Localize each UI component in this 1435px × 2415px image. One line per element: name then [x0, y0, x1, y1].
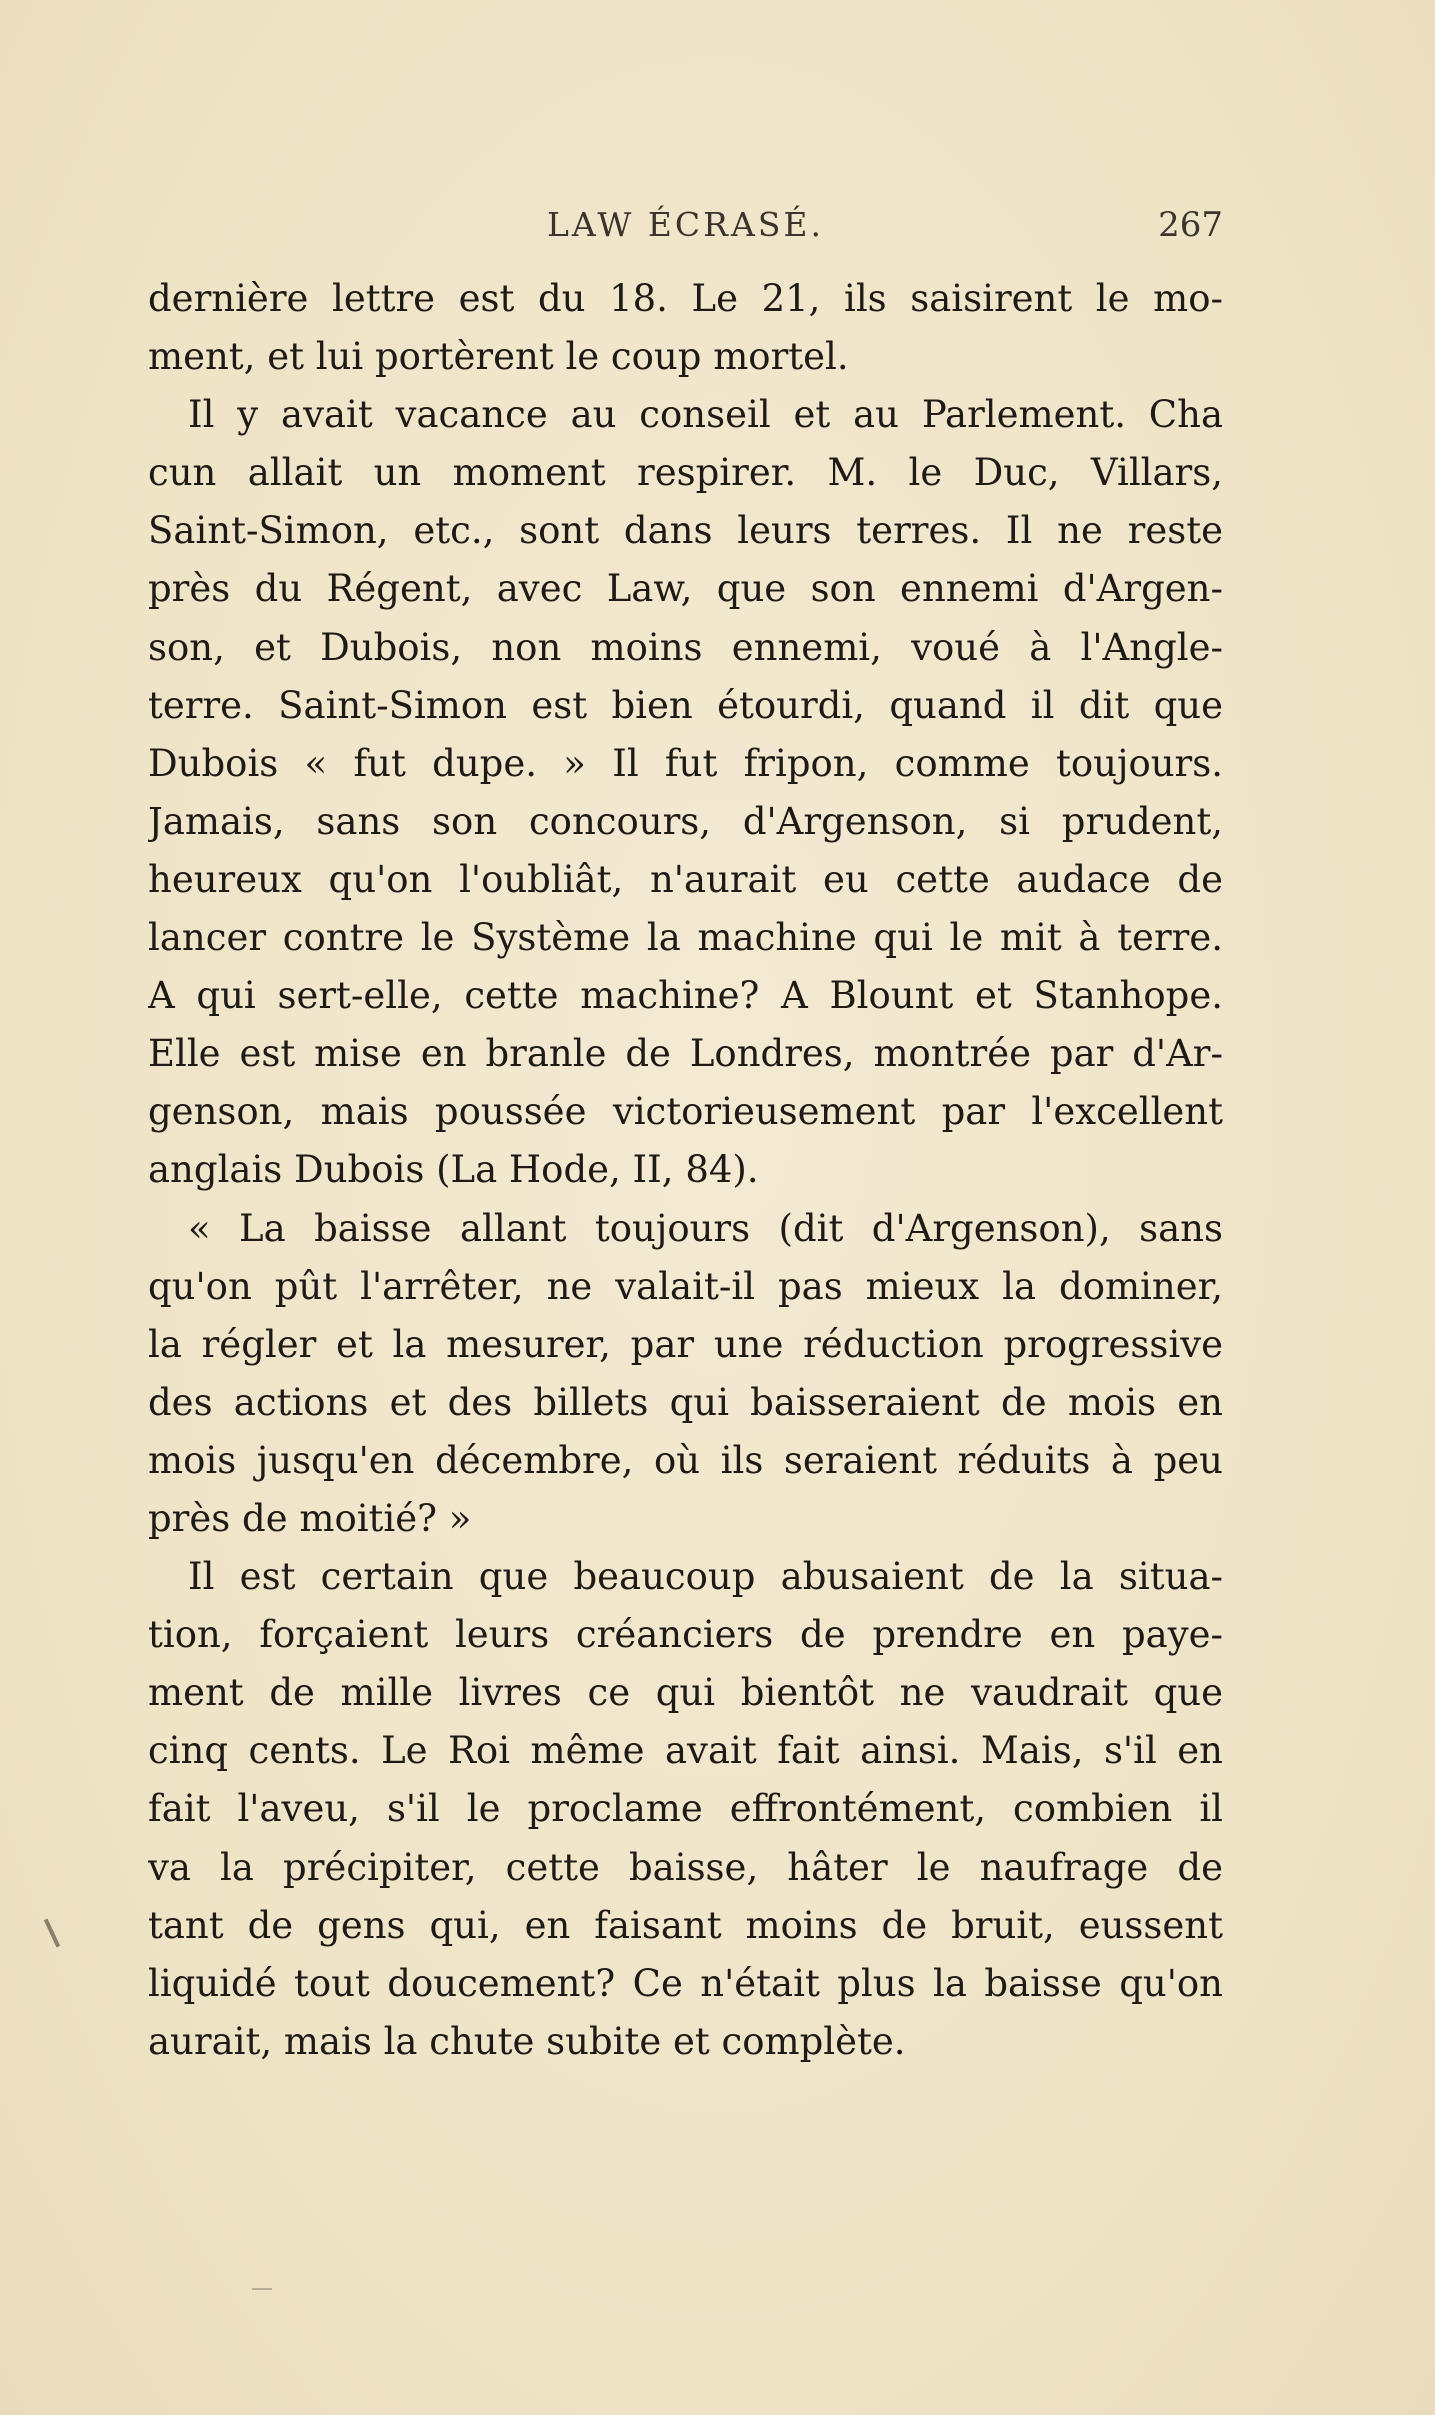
text-line: Dubois « fut dupe. » Il fut fripon, comme toujours. — [148, 741, 1223, 785]
text-line: la régler et la mesurer, par une réduction progressive — [148, 1322, 1223, 1366]
text-line: A qui sert-elle, cette machine? A Blount et Stanhope. — [148, 974, 1223, 1018]
footer-mark — [252, 2288, 272, 2290]
text-line: va la précipiter, cette baisse, hâter le naufrage de — [148, 1845, 1223, 1889]
text-line: cun allait un moment respirer. M. le Duc, Villars, — [148, 451, 1223, 495]
text-line: Elle est mise en branle de Londres, montrée par d'Ar- — [148, 1032, 1223, 1076]
running-head — [148, 205, 1223, 255]
text-line: fait l'aveu, s'il le proclame effrontément, combien il — [148, 1787, 1223, 1831]
text-line: qu'on pût l'arrêter, ne valait-il pas mieux la dominer, — [148, 1264, 1223, 1308]
body-text — [148, 270, 1223, 2071]
text-line: ment, et lui portèrent le coup mortel. — [148, 335, 849, 379]
text-line: mois jusqu'en décembre, où ils seraient réduits à peu — [148, 1438, 1223, 1482]
text-line: anglais Dubois (La Hode, II, 84). — [148, 1148, 759, 1192]
text-line: tion, forçaient leurs créanciers de prendre en paye- — [148, 1613, 1223, 1657]
text-line: lancer contre le Système la machine qui le mit à terre. — [148, 916, 1223, 960]
text-line: Il est certain que beaucoup abusaient de la situa- — [188, 1555, 1223, 1599]
text-line: « La baisse allant toujours (dit d'Argenson), sans — [188, 1206, 1223, 1250]
text-line: ment de mille livres ce qui bientôt ne vaudrait que — [148, 1671, 1223, 1715]
text-line: des actions et des billets qui baisseraient de mois en — [148, 1380, 1223, 1424]
text-line: dernière lettre est du 18. Le 21, ils saisirent le mo- — [148, 277, 1223, 320]
text-line: heureux qu'on l'oubliât, n'aurait eu cette audace de — [148, 857, 1223, 901]
text-line: son, et Dubois, non moins ennemi, voué à l'Angle- — [148, 625, 1223, 669]
text-line: cinq cents. Le Roi même avait fait ainsi. Mais, s'il en — [148, 1729, 1223, 1773]
running-title: LAW ÉCRASÉ. — [546, 205, 825, 244]
text-line: genson, mais poussée victorieusement par l'excellent — [148, 1090, 1223, 1134]
text-line: Jamais, sans son concours, d'Argenson, si prudent, — [148, 799, 1223, 843]
text-line: tant de gens qui, en faisant moins de bruit, eussent — [148, 1903, 1223, 1947]
text-line: aurait, mais la chute subite et complète. — [148, 2019, 906, 2063]
margin-pencil-mark — [44, 1919, 60, 1948]
text-line: liquidé tout doucement? Ce n'était plus la baisse qu'on — [148, 1961, 1223, 2005]
text-line: près de moitié? » — [148, 1496, 472, 1540]
page-number: 267 — [1158, 205, 1223, 245]
text-line: Saint-Simon, etc., sont dans leurs terres. Il ne reste — [148, 509, 1223, 553]
text-line: près du Régent, avec Law, que son ennemi d'Argen- — [148, 567, 1223, 611]
text-line: Il y avait vacance au conseil et au Parlement. Cha — [188, 393, 1223, 437]
text-line: terre. Saint-Simon est bien étourdi, quand il dit que — [148, 683, 1223, 727]
